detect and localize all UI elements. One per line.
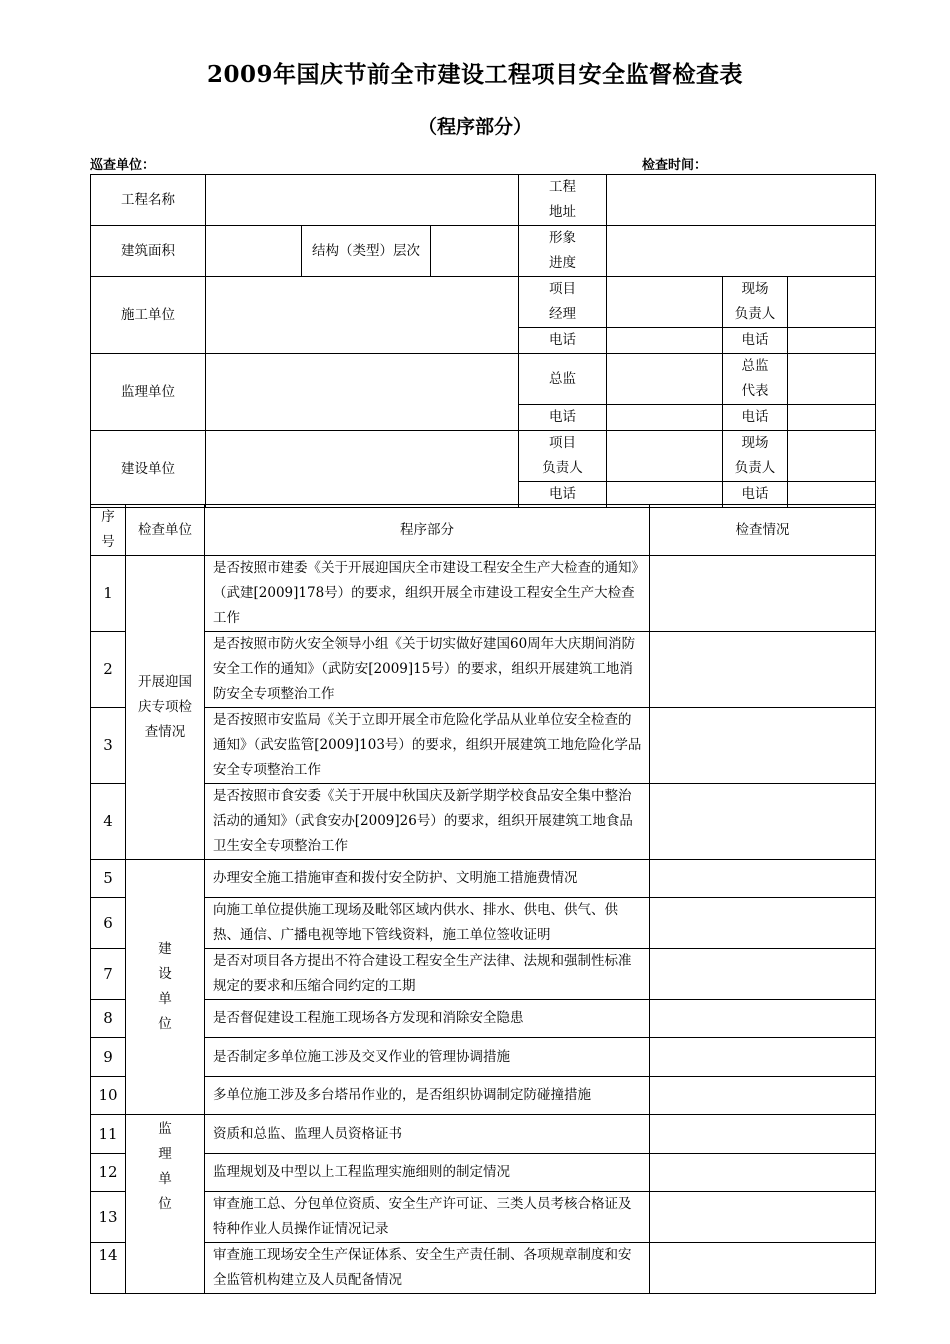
- structure-value[interactable]: [431, 226, 519, 277]
- group-supervision-char: 监: [158, 1121, 172, 1137]
- row-status[interactable]: [650, 949, 876, 1000]
- row-no: 7: [91, 949, 126, 1000]
- construction-phone-value[interactable]: [607, 328, 723, 354]
- progress-value[interactable]: [607, 226, 876, 277]
- group-supervision-char: 理: [158, 1146, 172, 1162]
- group-supervision-char: 单: [158, 1171, 172, 1187]
- row-no: 6: [91, 898, 126, 949]
- supervision-unit-value[interactable]: [206, 354, 519, 431]
- structure-label: 结构（类型）层次: [302, 226, 431, 277]
- row-status[interactable]: [650, 1192, 876, 1243]
- chief-supervisor-value[interactable]: [607, 354, 723, 405]
- row-no: 11: [91, 1115, 126, 1154]
- page-title: 2009年国庆节前全市建设工程项目安全监督检查表: [206, 61, 743, 88]
- row-status[interactable]: [650, 708, 876, 784]
- group-owner-char: 单: [158, 991, 172, 1007]
- row-text: 监理规划及中型以上工程监理实施细则的制定情况: [205, 1154, 650, 1192]
- row-text: 是否按照市食安委《关于开展中秋国庆及新学期学校食品安全集中整治活动的通知》（武食安办[2009]26号）的要求，组织开展建筑工地食品卫生安全专项整治工作: [205, 784, 650, 860]
- supervisor-phone-value[interactable]: [607, 405, 723, 431]
- project-address-value[interactable]: [607, 175, 876, 226]
- row-text: 是否按照市防火安全领导小组《关于切实做好建国60周年大庆期间消防安全工作的通知》（武防安[2009]15号）的要求，组织开展建筑工地消防安全专项整治工作: [205, 632, 650, 708]
- row-no: 10: [91, 1077, 126, 1115]
- progress-line1: 形象: [549, 230, 577, 246]
- row-status[interactable]: [650, 1077, 876, 1115]
- header-program: 程序部分: [205, 505, 650, 556]
- construction-unit-label: 施工单位: [91, 277, 206, 354]
- site-leader-phone-value[interactable]: [788, 328, 876, 354]
- site-leader-line2: 负责人: [734, 306, 776, 322]
- chief-rep-line2: 代表: [741, 383, 769, 399]
- owner-site-phone-label: 电话: [723, 482, 788, 508]
- header-no: [91, 505, 126, 556]
- row-text: 是否按照市安监局《关于立即开展全市危险化学品从业单位安全检查的通知》（武安监管[2009]103号）的要求，组织开展建筑工地危险化学品安全专项整治工作: [205, 708, 650, 784]
- header-no-line1: 序: [101, 509, 115, 525]
- group-owner-char: 位: [158, 1016, 172, 1032]
- row-no: 13: [91, 1192, 126, 1243]
- header-status: 检查情况: [650, 505, 876, 556]
- chief-rep-phone-label: 电话: [723, 405, 788, 431]
- construction-unit-value[interactable]: [206, 277, 519, 354]
- project-leader-value[interactable]: [607, 431, 723, 482]
- project-address-line2: 地址: [549, 204, 577, 220]
- chief-rep-label: [723, 354, 788, 405]
- row-no: 5: [91, 860, 126, 898]
- row-status[interactable]: [650, 860, 876, 898]
- site-leader-label: [723, 277, 788, 328]
- owner-site-leader-line2: 负责人: [734, 460, 776, 476]
- group-owner-char: 设: [158, 966, 172, 982]
- chief-rep-phone-value[interactable]: [788, 405, 876, 431]
- group-supervision-unit: [126, 1115, 205, 1294]
- row-text: 审查施工现场安全生产保证体系、安全生产责任制、各项规章制度和安全监管机构建立及人员配备情况: [205, 1243, 650, 1294]
- progress-line2: 进度: [549, 255, 577, 271]
- supervision-unit-label: 监理单位: [91, 354, 206, 431]
- row-status[interactable]: [650, 1243, 876, 1294]
- row-no: 14: [91, 1243, 126, 1294]
- site-leader-value[interactable]: [788, 277, 876, 328]
- header-no-line2: 号: [101, 534, 115, 550]
- group-supervision-char: 位: [158, 1196, 172, 1212]
- row-status[interactable]: [650, 632, 876, 708]
- row-no: 3: [91, 708, 126, 784]
- group-national-day: 开展迎国庆专项检查情况: [126, 556, 205, 860]
- row-status[interactable]: [650, 1038, 876, 1077]
- row-status[interactable]: [650, 1154, 876, 1192]
- owner-unit-label: 建设单位: [91, 431, 206, 508]
- group-owner-unit: [126, 860, 205, 1115]
- progress-label: [519, 226, 607, 277]
- row-status[interactable]: [650, 556, 876, 632]
- project-leader-line1: 项目: [549, 435, 577, 451]
- building-area-value[interactable]: [206, 226, 302, 277]
- row-text: 是否按照市建委《关于开展迎国庆全市建设工程安全生产大检查的通知》（武建[2009]178号）的要求，组织开展全市建设工程安全生产大检查工作: [205, 556, 650, 632]
- row-no: 4: [91, 784, 126, 860]
- inspect-time-label: 检查时间：: [642, 158, 708, 173]
- row-status[interactable]: [650, 784, 876, 860]
- row-text: 向施工单位提供施工现场及毗邻区域内供水、排水、供电、供气、供热、通信、广播电视等地下管线资料，施工单位签收证明: [205, 898, 650, 949]
- chief-rep-line1: 总监: [741, 358, 769, 374]
- project-manager-label: [519, 277, 607, 328]
- project-manager-line1: 项目: [549, 281, 577, 297]
- row-text: 是否制定多单位施工涉及交叉作业的管理协调措施: [205, 1038, 650, 1077]
- project-name-label: 工程名称: [91, 175, 206, 226]
- row-no: 8: [91, 1000, 126, 1038]
- project-name-value[interactable]: [206, 175, 519, 226]
- row-text: 办理安全施工措施审查和拨付安全防护、文明施工措施费情况: [205, 860, 650, 898]
- project-leader-label: [519, 431, 607, 482]
- site-leader-phone-label: 电话: [723, 328, 788, 354]
- row-no: 9: [91, 1038, 126, 1077]
- row-no: 1: [91, 556, 126, 632]
- project-manager-line2: 经理: [549, 306, 577, 322]
- owner-phone-label: 电话: [519, 482, 607, 508]
- inspect-unit-label: 巡查单位：: [90, 158, 156, 173]
- page-subtitle: （程序部分）: [417, 116, 532, 138]
- chief-supervisor-label: 总监: [519, 354, 607, 405]
- row-text: 是否督促建设工程施工现场各方发现和消除安全隐患: [205, 1000, 650, 1038]
- chief-rep-value[interactable]: [788, 354, 876, 405]
- row-status[interactable]: [650, 1000, 876, 1038]
- header-unit: 检查单位: [126, 505, 205, 556]
- row-no: 12: [91, 1154, 126, 1192]
- row-text: 审查施工总、分包单位资质、安全生产许可证、三类人员考核合格证及特种作业人员操作证情况记录: [205, 1192, 650, 1243]
- row-text: 多单位施工涉及多台塔吊作业的，是否组织协调制定防碰撞措施: [205, 1077, 650, 1115]
- project-info-table: [90, 174, 876, 508]
- group-owner-char: 建: [158, 941, 172, 957]
- row-status[interactable]: [650, 1115, 876, 1154]
- row-text: 资质和总监、监理人员资格证书: [205, 1115, 650, 1154]
- project-address-label: [519, 175, 607, 226]
- project-address-line1: 工程: [549, 179, 577, 195]
- owner-site-leader-value[interactable]: [788, 431, 876, 482]
- row-status[interactable]: [650, 898, 876, 949]
- supervisor-phone-label: 电话: [519, 405, 607, 431]
- building-area-label: 建筑面积: [91, 226, 206, 277]
- inspection-table: [90, 504, 876, 1294]
- project-leader-line2: 负责人: [542, 460, 583, 476]
- project-manager-value[interactable]: [607, 277, 723, 328]
- owner-unit-value[interactable]: [206, 431, 519, 508]
- owner-site-leader-line1: 现场: [741, 435, 769, 451]
- row-no: 2: [91, 632, 126, 708]
- construction-phone-label: 电话: [519, 328, 607, 354]
- row-text: 是否对项目各方提出不符合建设工程安全生产法律、法规和强制性标准规定的要求和压缩合同约定的工期: [205, 949, 650, 1000]
- site-leader-line1: 现场: [741, 281, 769, 297]
- owner-site-leader-label: [723, 431, 788, 482]
